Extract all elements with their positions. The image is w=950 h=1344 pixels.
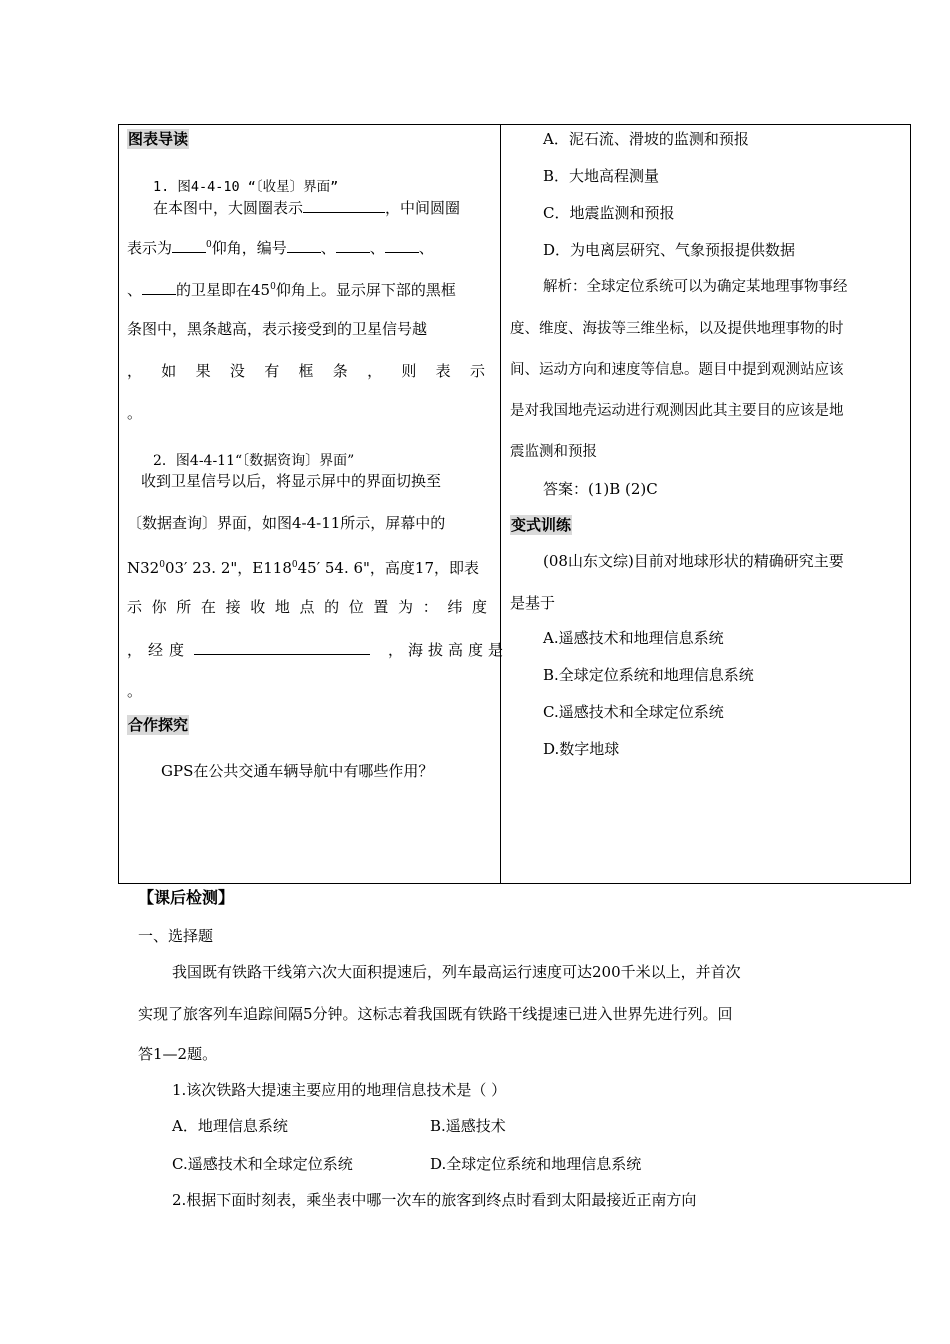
- option-c: C．地震监测和预报: [543, 204, 675, 222]
- option-b: B．大地高程测量: [543, 167, 660, 185]
- paragraph-2-line-4: 示你所在接收地点的位置为：纬度: [127, 598, 493, 616]
- analysis-line-3: 间、运动方向和速度等信息。题目中提到观测站应该: [510, 362, 844, 378]
- fill-blank: [194, 639, 370, 655]
- fill-blank: [336, 237, 370, 253]
- paragraph-1-line-1: 在本图中，大圆圈表示 ，中间圆圈: [153, 199, 461, 217]
- after-class-heading: 【课后检测】: [138, 888, 235, 907]
- paragraph-1-line-6: 。: [127, 404, 143, 422]
- variant-option-b: B.全球定位系统和地理信息系统: [543, 666, 754, 684]
- question-2: 2.根据下面时刻表，乘坐表中哪一次车的旅客到终点时看到太阳最接近正南方向: [172, 1191, 697, 1209]
- question-1-option-c: C.遥感技术和全球定位系统: [172, 1155, 353, 1173]
- paragraph-2-line-6: 。: [127, 682, 143, 700]
- variant-question-line-1: (08山东文综)目前对地球形状的精确研究主要: [543, 552, 844, 570]
- analysis-line-1: 解析：全球定位系统可以为确定某地理事物事经: [543, 279, 848, 295]
- question-1: 1.该次铁路大提速主要应用的地理信息技术是（ ）: [172, 1081, 507, 1099]
- section-title-variant-training: 变式训练: [511, 516, 572, 534]
- fill-blank: [385, 237, 419, 253]
- fill-blank: [303, 197, 385, 213]
- paragraph-1-line-5: ，如果没有框条，则表示: [127, 362, 493, 380]
- figure-caption-1: 1. 图4-4-10 “〔收星〕界面”: [153, 179, 339, 195]
- answer: 答案：(1)B (2)C: [543, 480, 658, 498]
- question-1-option-b: B.遥感技术: [430, 1117, 506, 1135]
- question-1-option-a: A．地理信息系统: [172, 1117, 288, 1135]
- fill-blank: [172, 237, 206, 253]
- analysis-line-4: 是对我国地壳运动进行观测因此其主要目的应该是地: [510, 403, 844, 419]
- variant-option-c: C.遥感技术和全球定位系统: [543, 703, 724, 721]
- fill-blank: [142, 279, 176, 295]
- intro-line-2: 实现了旅客列车追踪间隔5分钟。这标志着我国既有铁路干线提速已进入世界先进行列。回: [138, 1005, 733, 1023]
- study-table: [118, 124, 911, 884]
- variant-option-a: A.遥感技术和地理信息系统: [543, 629, 724, 647]
- analysis-line-5: 震监测和预报: [510, 444, 597, 460]
- fill-blank: [287, 237, 321, 253]
- paragraph-2-line-1: 收到卫星信号以后，将显示屏中的界面切换至: [141, 472, 442, 490]
- question-1-option-d: D.全球定位系统和地理信息系统: [430, 1155, 642, 1173]
- paragraph-2-line-5: ，经度 ，海拔高度是: [127, 641, 509, 659]
- variant-question-line-2: 是基于: [510, 594, 556, 612]
- option-a: A．泥石流、滑坡的监测和预报: [543, 130, 749, 148]
- paragraph-1-line-4: 条图中，黑条越高，表示接受到的卫星信号越: [127, 320, 428, 338]
- section-title-chart-reading: 图表导读: [128, 130, 189, 148]
- section-multiple-choice: 一、选择题: [138, 927, 214, 945]
- inquiry-question: GPS在公共交通车辆导航中有哪些作用？: [161, 762, 434, 780]
- section-title-cooperative-inquiry: 合作探究: [128, 716, 189, 734]
- intro-line-1: 我国既有铁路干线第六次大面积提速后，列车最高运行速度可达200千米以上，并首次: [172, 963, 741, 981]
- analysis-line-2: 度、维度、海拔等三维坐标，以及提供地理事物的时: [510, 321, 844, 337]
- paragraph-2-line-2: 〔数据查询〕界面，如图4-4-11所示，屏幕中的: [127, 514, 446, 532]
- paragraph-1-line-3: 、 的卫星即在$45^0$仰角上。显示屏下部的黑框: [127, 281, 456, 299]
- column-divider: [500, 125, 501, 883]
- option-d: D．为电离层研究、气象预报提供数据: [543, 241, 796, 259]
- variant-option-d: D.数字地球: [543, 740, 620, 758]
- paragraph-2-line-3: $N32^003'$ 23. 2"，$E118^045'$ 54. 6"，高度17，即表: [127, 559, 480, 577]
- figure-caption-2: 2．图4-4-11“〔数据资询〕界面”: [153, 453, 355, 469]
- intro-line-3: 答1—2题。: [138, 1045, 218, 1063]
- paragraph-1-line-2: 表示为 $^0$仰角，编号 、 、 、: [127, 239, 434, 257]
